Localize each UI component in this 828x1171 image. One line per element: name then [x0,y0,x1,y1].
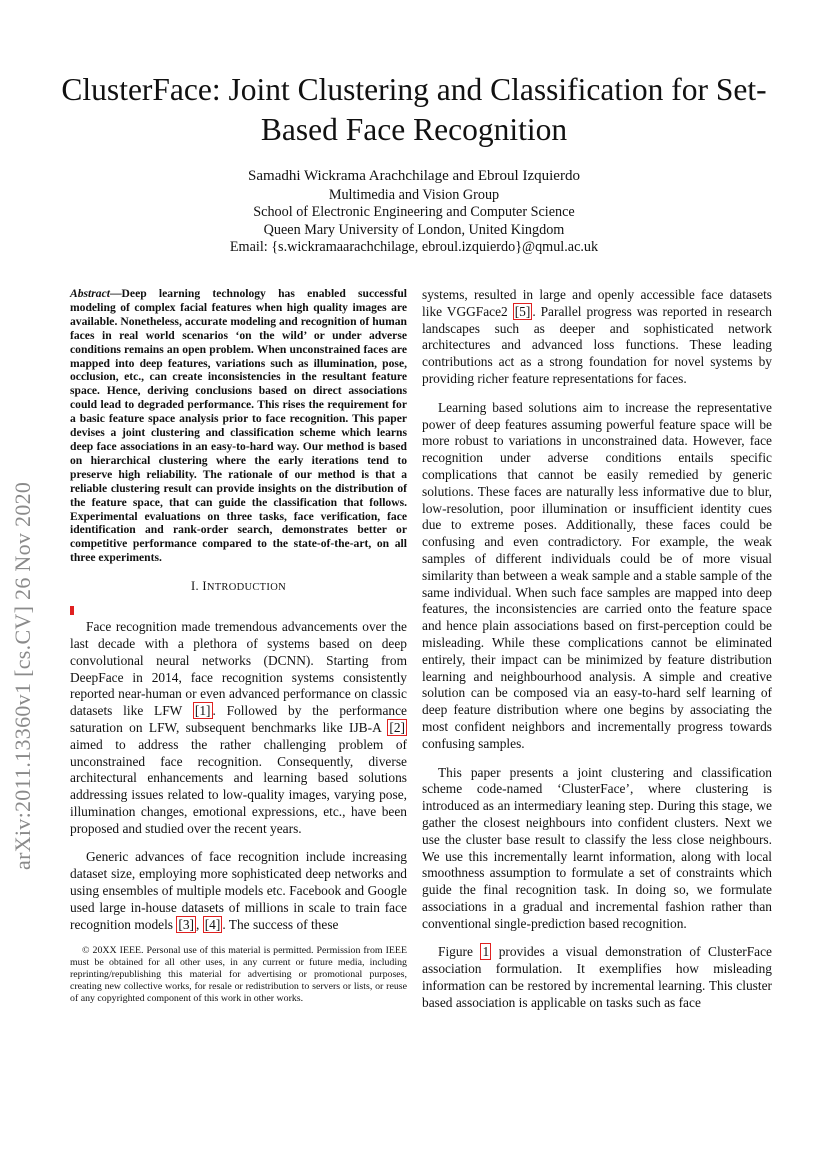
citation-link-2[interactable]: [2] [389,719,405,735]
intro-paragraph-6 [422,944,772,1011]
section-title-initial: I [202,579,207,594]
paragraph-text: Face recognition made tremendous advancements over the last decade with a plethora of systems based on deep convolutional neural networks (DCNN). Starting from DeepFace in 2014, face recognition systems consistently reported near-human or even advanced performance on classic datasets like LFW [70,619,407,719]
abstract [70,287,407,565]
affiliation-school: School of Electronic Engineering and Computer Science [253,204,575,220]
paragraph-text: . Followed by the performance saturation on LFW, subsequent benchmarks like IJB-A [70,703,407,735]
section-heading-introduction [70,579,407,594]
citation-link-5[interactable]: [5] [514,303,531,319]
author-email: Email: {s.wickramaarachchilage, ebroul.izquierdo}@qmul.ac.uk [229,239,599,255]
paragraph-text: Figure [438,944,481,960]
arxiv-id-text: arXiv:2011.13360v1 [cs.CV] 26 Nov 2020 [10,481,35,870]
paragraph-text: systems, resulted in large and openly accessible face datasets like VGGFace2 [422,287,772,319]
paragraph-text: . Parallel progress was reported in research landscapes such as deeper and sophisticated network architectures and advanced loss functions. These leading contributions act as a strong foundation for novel systems by providing richer feature representations for faces. [422,303,772,386]
affiliation-group: Multimedia and Vision Group [328,186,500,203]
author-names: Samadhi Wickrama Arachchilage and Ebroul Izquierdo [248,168,580,184]
paper-title: ClusterFace: Joint Clustering and Classification for Set-Based Face Recognition [61,72,767,147]
section-title-rest: NTRODUCTION [206,582,286,594]
abstract-lead: Abstract [70,287,110,300]
intro-paragraph-2 [70,849,407,933]
citation-link-1[interactable]: [1] [194,703,211,719]
intro-paragraph-4: Learning based solutions aim to increase the representative power of deep features assuming powerful feature space will be more robust to variations in unconstrained data. However, face recognition under adverse conditions entails specific complications that cannot be easily remedied by generic solutions. These faces are naturally less informative due to blur, low-resolution, poor illumination or insufficient identity cues due to extreme poses. Additionally, these faces could be confusing and even contradictory. For example, the weak samples of different individuals could be of more visual similarity than between a weak sample and a stable sample of the same individual. When such face samples are mapped into deep features, the inconsistencies are carried onto the feature space and hence plain associations based on first-perception could be misleading. While these complications cannot be eliminated entirely, their impact can be minimized by feature distribution learning and neighbourhood analysis. A simple and creative solution can be composed via an easy-to-hard self learning of deep feature distribution where one begins by associating the most confident neighbors and incrementally progress towards confusing samples. [422,399,772,751]
paragraph-text: . The success of these [222,916,339,932]
citation-link-4[interactable]: [4] [204,916,221,932]
paragraph-text: Generic advances of face recognition include increasing dataset size, employing more sophisticated deep networks and using ensembles of multiple models etc. Facebook and Google used large in-house datasets of millions in scale to train face recognition models [70,849,407,932]
intro-paragraph-1 [70,619,407,837]
citation-link-3[interactable]: [3] [178,916,194,932]
copyright-notice: © 20XX IEEE. Personal use of this material is permitted. Permission from IEEE must be obtained for all other uses, in any current or future media, including reprinting/republishing this material for advertising or promotional purposes, creating new collective works, for resale or redistribution to servers or lists, or reuse of any copyrighted component of this work in other works. [70,945,407,1005]
annotation-marker [70,606,74,615]
left-column [70,287,407,1005]
figure-link-1[interactable]: 1 [482,944,490,960]
paragraph-text: aimed to address the rather challenging problem of unconstrained face recognition. Consequently, diverse architectural enhancements and learning based solutions addressing issues related to low-quality images, varying pose, illumination changes, emotional expressions, etc., have been proposed and studied over the recent years. [70,736,407,836]
arxiv-identifier [10,481,35,890]
paragraph-text: provides a visual demonstration of ClusterFace association formulation. It exemplifies how misleading information can be restored by incremental learning. This cluster based association is applicable on tasks such as face [422,944,773,1010]
abstract-text: —Deep learning technology has enabled successful modeling of complex facial features when high quality images are available. Nonetheless, accurate modeling and recognition of human faces in real world scenarios ‘on the wild’ or under adverse conditions remains an open problem. When unconstrained faces are mapped into deep features, variations such as illumination, pose, occlusion, etc., can create inconsistencies in the resultant feature space. Hence, deriving conclusions based on direct associations could lead to degraded performance. This rises the requirement for a basic feature space analysis prior to face recognition. This paper devises a joint clustering and classification scheme which learns deep face associations in an easy-to-hard way. Our method is based on hierarchical clustering where the early iterations tend to preserve high reliability. The rationale of our method is that a reliable clustering result can provide insights on the distribution of the feature space, that can guide the classification that follows. Experimental evaluations on three tasks, face verification, face identification and rank-order search, demonstrates better or competitive performance compared to the state-of-the-art, on all three experiments. [70,287,407,565]
author-block [100,168,728,257]
paragraph-text: , [196,916,203,932]
section-number: I. [191,579,203,594]
affiliation-university: Queen Mary University of London, United Kingdom [263,221,565,238]
right-column [422,287,772,1024]
intro-paragraph-3 [422,287,772,388]
intro-paragraph-5: This paper presents a joint clustering and classification scheme code-named ‘ClusterFace’, where clustering is introduced as an intermediary leaning step. During this stage, we gather the closest neighbours into confident clusters. Next we use the cluster base result to classify the less close neighbours. We use this incrementally learnt information, along with local smoothness assumption to formulate a set of constraints which guide the final recognition task. In doing so, we formulate associations in a gradual and incremental fashion rather than conventional single-prediction based recognition. [422,764,772,931]
